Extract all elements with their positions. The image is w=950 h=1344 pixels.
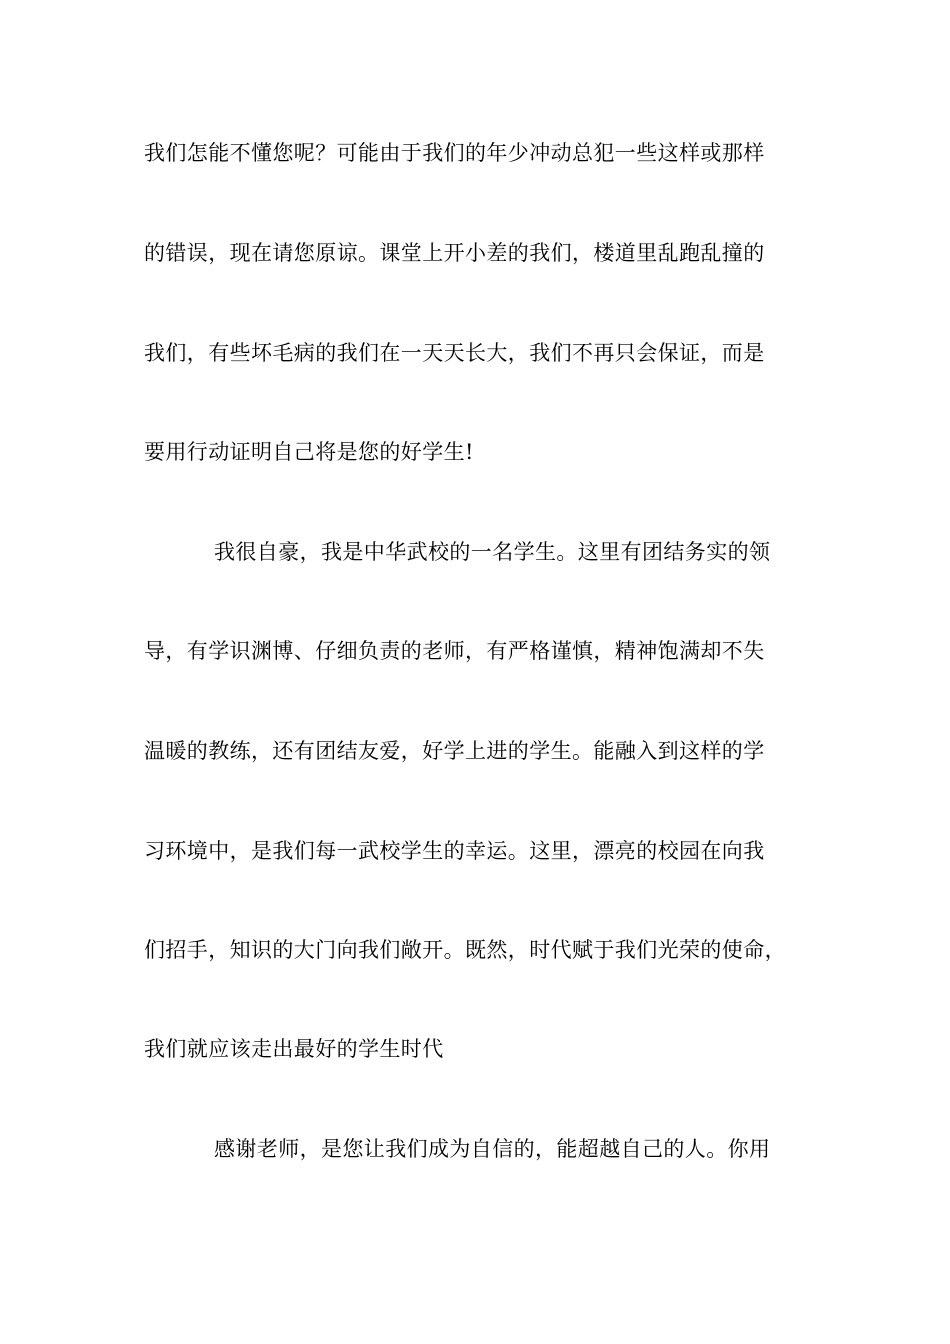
paragraph-start-line-5: 我很自豪，我是中华武校的一名学生。这里有团结务实的领 [214, 540, 771, 564]
text-line-7: 温暖的教练，还有团结友爱，好学上进的学生。能融入到这样的学 [144, 739, 765, 763]
text-line-9: 们招手，知识的大门向我们敞开。既然，时代赋于我们光荣的使命， [144, 938, 786, 962]
text-line-2: 的错误，现在请您原谅。课堂上开小差的我们，楼道里乱跑乱撞的 [144, 241, 765, 265]
text-line-10: 我们就应该走出最好的学生时代 [144, 1037, 444, 1061]
text-line-6: 导，有学识渊博、仔细负责的老师，有严格谨慎，精神饱满却不失 [144, 639, 765, 663]
text-line-3: 我们，有些坏毛病的我们在一天天长大，我们不再只会保证，而是 [144, 341, 765, 365]
text-line-1: 我们怎能不懂您呢？可能由于我们的年少冲动总犯一些这样或那样 [144, 141, 765, 165]
text-line-4: 要用行动证明自己将是您的好学生! [144, 440, 474, 464]
text-line-8: 习环境中，是我们每一武校学生的幸运。这里，漂亮的校园在向我 [144, 839, 765, 863]
paragraph-start-line-11: 感谢老师，是您让我们成为自信的，能超越自己的人。你用 [214, 1137, 771, 1161]
